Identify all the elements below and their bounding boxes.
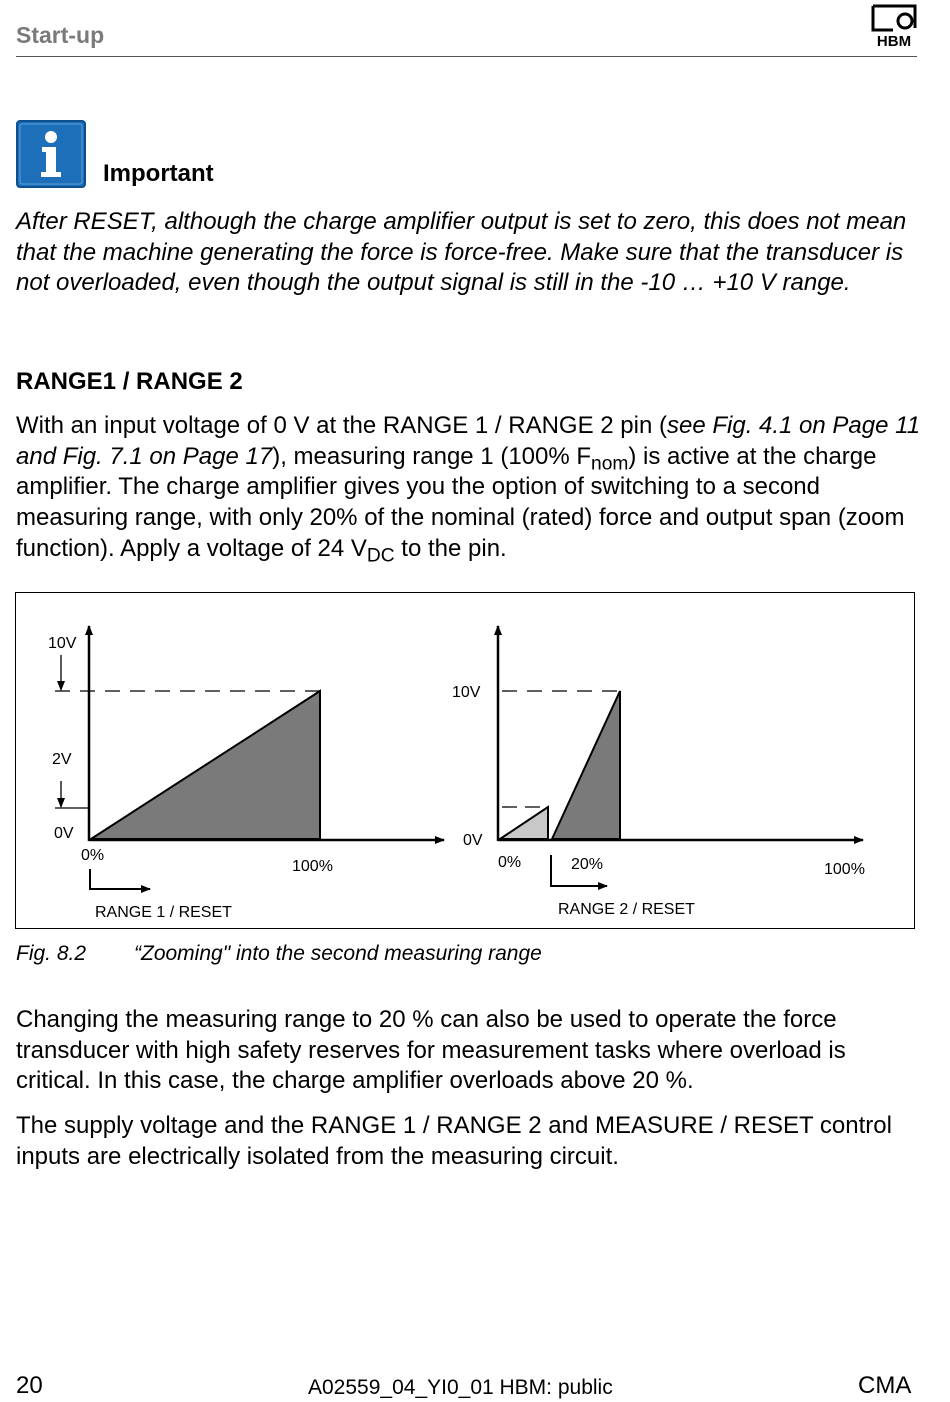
section-heading: RANGE1 / RANGE 2 [16, 368, 243, 395]
logo-text: HBM [876, 33, 912, 48]
document-id: A02559_04_YI0_01 HBM: public [308, 1376, 613, 1399]
product-name: CMA [858, 1372, 912, 1399]
isolation-paragraph: The supply voltage and the RANGE 1 / RANGE 2 and MEASURE / RESET control inputs are electrically isolated from the measuring circuit. [16, 1112, 892, 1170]
header-section-title: Start-up [16, 22, 105, 48]
range2-20pct-label: 20% [571, 856, 604, 873]
info-icon [16, 120, 86, 188]
range2-zoom-output-area [552, 691, 620, 839]
para1-text-4: to the pin. [394, 534, 507, 562]
range-diagram [16, 593, 916, 930]
overload-paragraph: Changing the measuring range to 20 % can also be used to operate the force transducer with high safety reserves for measurement tasks where overload is critical. In this case, the charge amplifier overloads above 20 %. [16, 1006, 846, 1095]
range1-0pct-label: 0% [81, 847, 105, 864]
range1-output-area [91, 691, 320, 839]
figure-caption-text: “Zooming" into the second measuring range [134, 942, 542, 965]
header-divider [16, 56, 917, 57]
range2-10v-label: 10V [452, 684, 481, 701]
range1-100pct-label: 100% [292, 858, 333, 875]
figure-number: Fig. 8.2 [16, 942, 87, 965]
zoom-figure [15, 592, 915, 929]
range1-mode-label: RANGE 1 / RESET [95, 904, 232, 921]
range2-0pct-label: 0% [498, 854, 522, 871]
hbm-logo [869, 4, 919, 48]
para1-text-1: With an input voltage of 0 V at the RANGE 1 / RANGE 2 pin ( [16, 412, 667, 439]
range2-100pct-label: 100% [824, 861, 865, 878]
figure-caption [16, 942, 542, 966]
figure-reference-link[interactable]: see Fig. 4.1 on Page 11 and Fig. 7.1 on Page 17 [16, 412, 921, 470]
range1-2v-label: 2V [52, 751, 72, 768]
range2-pre-switch-area [500, 807, 548, 839]
range2-panel [452, 626, 865, 918]
range1-panel [48, 626, 444, 921]
note-text: After RESET, although the charge amplifier output is set to zero, this does not mean that the machine generating the force is force-free. Make sure that the transducer is not overloaded, even though the output signal is still in the -10 … +10 V range. [16, 208, 907, 297]
range2-0v-label: 0V [463, 832, 483, 849]
subscript-nom: nom [591, 453, 629, 475]
range1-10v-label: 10V [48, 635, 77, 652]
para1-text-3: ) is active at the charge amplifier. The charge amplifier gives you the option of switching to a second measuring range, with only 20% of the nominal (rated) force and output span (zoom function). Apply a voltage of 24 V [16, 442, 905, 562]
page-number: 20 [16, 1372, 43, 1399]
range-description [16, 411, 921, 565]
range2-mode-label: RANGE 2 / RESET [558, 901, 695, 918]
subscript-dc: DC [366, 545, 395, 567]
note-title: Important [103, 160, 214, 187]
para1-text-2: ), measuring range 1 (100% F [272, 442, 592, 470]
range1-0v-label: 0V [54, 825, 74, 842]
range1-mode-arrow [90, 869, 150, 889]
